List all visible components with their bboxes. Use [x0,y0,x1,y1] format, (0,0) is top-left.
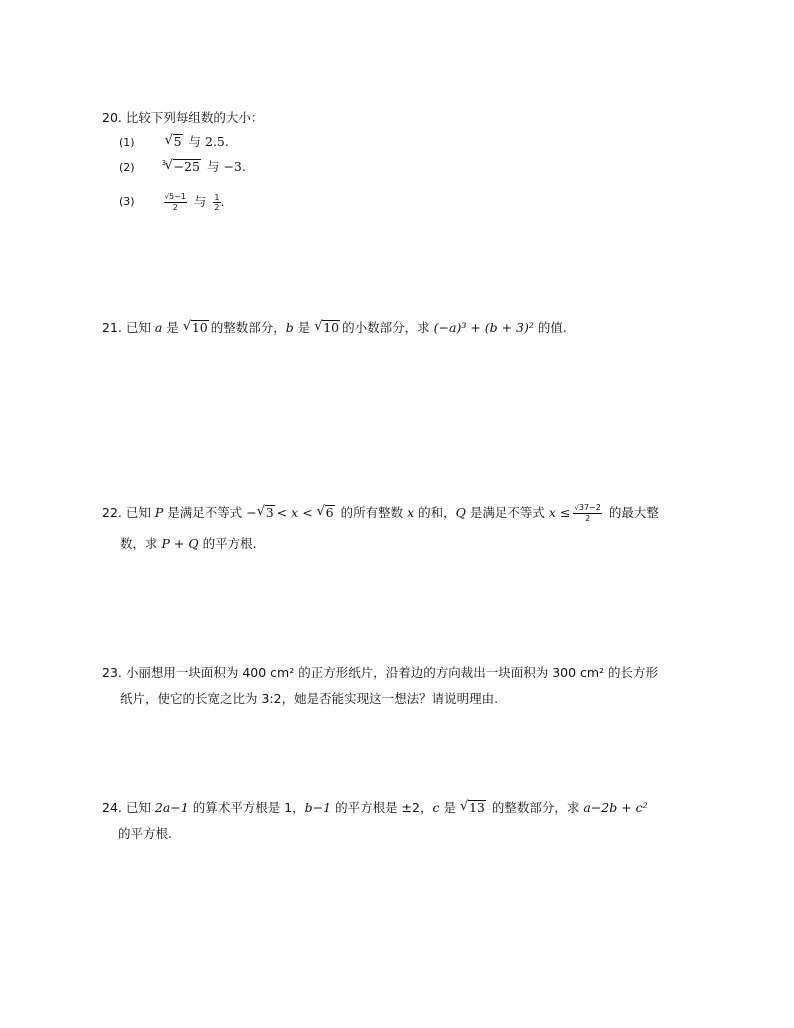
q22-sqrt-3: √ 3 [257,505,275,521]
q20-title: 比较下列每组数的大小： [125,110,264,125]
q22-stem-line2: 数，求 P + Q 的平方根. [120,536,257,551]
q20-item-1-right: 2.5 [205,134,225,149]
q24-stem-line1: 24. 已知 2a−1 的算术平方根是 1，b−1 的平方根是 ±2，c 是 √ 13 的整数部分，求 a−2b + c² [102,800,648,816]
q20-item-2-connector: 与 [206,159,220,174]
q20-stem [102,110,263,126]
q20-item-1-sqrt: √ 5 [165,134,183,150]
q21-sqrt-10-b: √ 10 [314,320,340,336]
q21-expression: (−a)³ + (b + 3)² [433,320,534,335]
q24-stem-line2: 的平方根. [118,826,172,841]
q22-number: 22. [102,505,122,520]
q20-item-3-connector: 与 [193,194,207,209]
q20-item-2: (2) 3 √ −25 与 −3. [119,159,246,176]
q24-expression: a−2b + c² [583,800,648,815]
q22-frac: $\frac{√37-2}{2}$ [574,503,601,523]
q22-stem-line1: 22. 已知 P 是满足不等式 −√ 3 < x < √ 6 的所有整数 x 的和，Q 是满足不等式 x ≤ $\frac{√37-2}{2}$ 的最大整 [102,503,659,523]
q24-number: 24. [102,800,122,815]
q20-item-3: (3) $\frac{√5-1}{2}$ 与 $\frac{1}{2}$ . [119,192,225,212]
q21-sqrt-10-a: √ 10 [183,320,209,336]
q22-p-plus-q: P + Q [161,536,199,551]
q22-sqrt-6: √ 6 [317,505,335,521]
q23-stem-line1: 23. 小丽想用一块面积为 400 cm² 的正方形纸片，沿着边的方向裁出一块面积为 300 cm² 的长方形 [102,665,659,680]
q20-item-3-label: (3) [119,195,135,208]
q20-item-1-label: (1) [119,136,135,149]
q23-number: 23. [102,665,122,680]
q20-number: 20. [102,110,122,125]
q20-item-2-label: (2) [119,161,135,174]
q20-item-1: (1) √ 5 与 2.5. [119,134,229,151]
q21-number: 21. [102,320,122,335]
q20-item-2-cbrt: 3 √ −25 [165,159,207,174]
q21-stem: 21. 已知 a 是 √ 10 的整数部分，b 是 √ 10 的小数部分，求 (−a)³ + (b + 3)² 的值. [102,320,567,336]
q20-item-1-connector: 与 [188,134,202,149]
q23-stem-line2: 纸片，使它的长宽之比为 3:2，她是否能实现这一想法？请说明理由. [120,691,499,706]
q24-sqrt-13: √ 13 [460,800,486,816]
q20-item-2-right: −3 [223,159,242,174]
q20-item-3-frac: $\frac{√5-1}{2}$ [164,192,186,212]
q20-item-3-frac2: $\frac{1}{2}$ [214,192,220,212]
